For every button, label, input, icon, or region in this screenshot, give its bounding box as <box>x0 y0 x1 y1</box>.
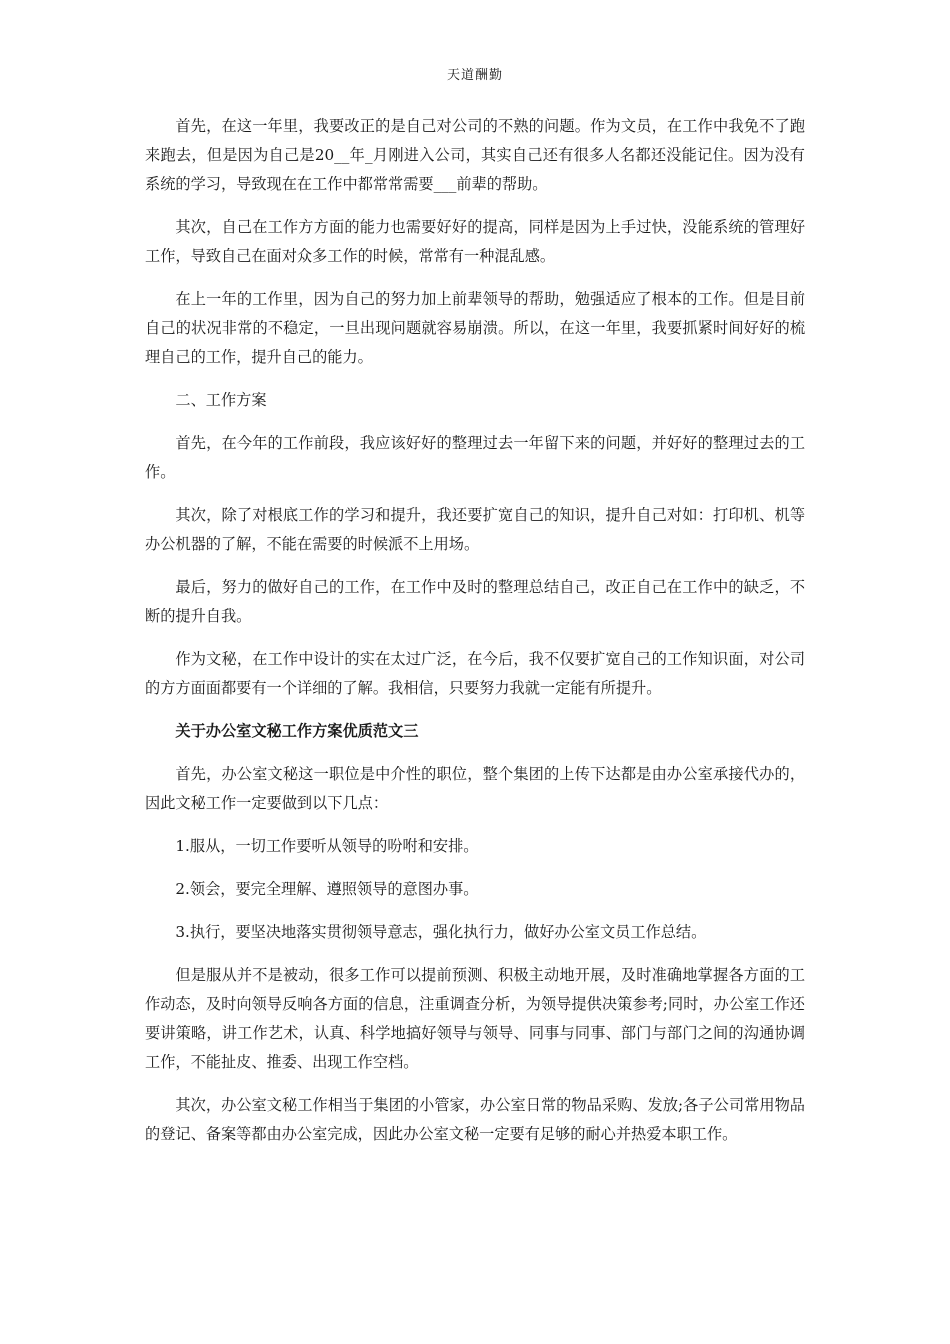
paragraph: 其次，办公室文秘工作相当于集团的小管家，办公室日常的物品采购、发放;各子公司常用物品的登记、备案等都由办公室完成，因此办公室文秘一定要有足够的耐心并热爱本职工作。 <box>145 1096 805 1143</box>
list-item: 3.执行，要坚决地落实贯彻领导意志，强化执行力，做好办公室文员工作总结。 <box>175 923 707 941</box>
paragraph: 其次，自己在工作方方面的能力也需要好好的提高，同样是因为上手过快，没能系统的管理好工作，导致自己在面对众多工作的时候，常常有一种混乱感。 <box>145 218 805 265</box>
paragraph: 首先，在今年的工作前段，我应该好好的整理过去一年留下来的问题，并好好的整理过去的工作。 <box>145 434 805 481</box>
article-title: 关于办公室文秘工作方案优质范文三 <box>175 722 419 740</box>
paragraph: 最后，努力的做好自己的工作，在工作中及时的整理总结自己，改正自己在工作中的缺乏，不断的提升自我。 <box>145 578 805 625</box>
document-body <box>145 112 805 1163</box>
paragraph: 在上一年的工作里，因为自己的努力加上前辈领导的帮助，勉强适应了根本的工作。但是目前自己的状况非常的不稳定，一旦出现问题就容易崩溃。所以，在这一年里，我要抓紧时间好好的梳理自己的工作，提升自己的能力。 <box>145 290 805 366</box>
paragraph: 首先，办公室文秘这一职位是中介性的职位，整个集团的上传下达都是由办公室承接代办的，因此文秘工作一定要做到以下几点： <box>145 765 805 812</box>
paragraph: 作为文秘，在工作中设计的实在太过广泛，在今后，我不仅要扩宽自己的工作知识面，对公司的方方面面都要有一个详细的了解。我相信，只要努力我就一定能有所提升。 <box>145 650 805 697</box>
list-item: 2.领会，要完全理解、遵照领导的意图办事。 <box>175 880 479 898</box>
paragraph: 首先，在这一年里，我要改正的是自己对公司的不熟的问题。作为文员，在工作中我免不了跑来跑去，但是因为自己是20__年_月刚进入公司，其实自己还有很多人名都还没能记住。因为没有系统的学习，导致现在在工作中都常常需要___前辈的帮助。 <box>145 117 805 193</box>
section-heading: 二、工作方案 <box>175 391 267 409</box>
paragraph: 其次，除了对根底工作的学习和提升，我还要扩宽自己的知识，提升自己对如：打印机、机等办公机器的了解，不能在需要的时候派不上用场。 <box>145 506 805 553</box>
paragraph: 但是服从并不是被动，很多工作可以提前预测、积极主动地开展，及时准确地掌握各方面的工作动态，及时向领导反响各方面的信息，注重调查分析，为领导提供决策参考;同时，办公室工作还要讲策略，讲工作艺术，认真、科学地搞好领导与领导、同事与同事、部门与部门之间的沟通协调工作，不能扯皮、推委、出现工作空档。 <box>145 966 805 1071</box>
list-item: 1.服从，一切工作要听从领导的吩咐和安排。 <box>175 837 479 855</box>
page-header: 天道酬勤 <box>446 68 503 83</box>
